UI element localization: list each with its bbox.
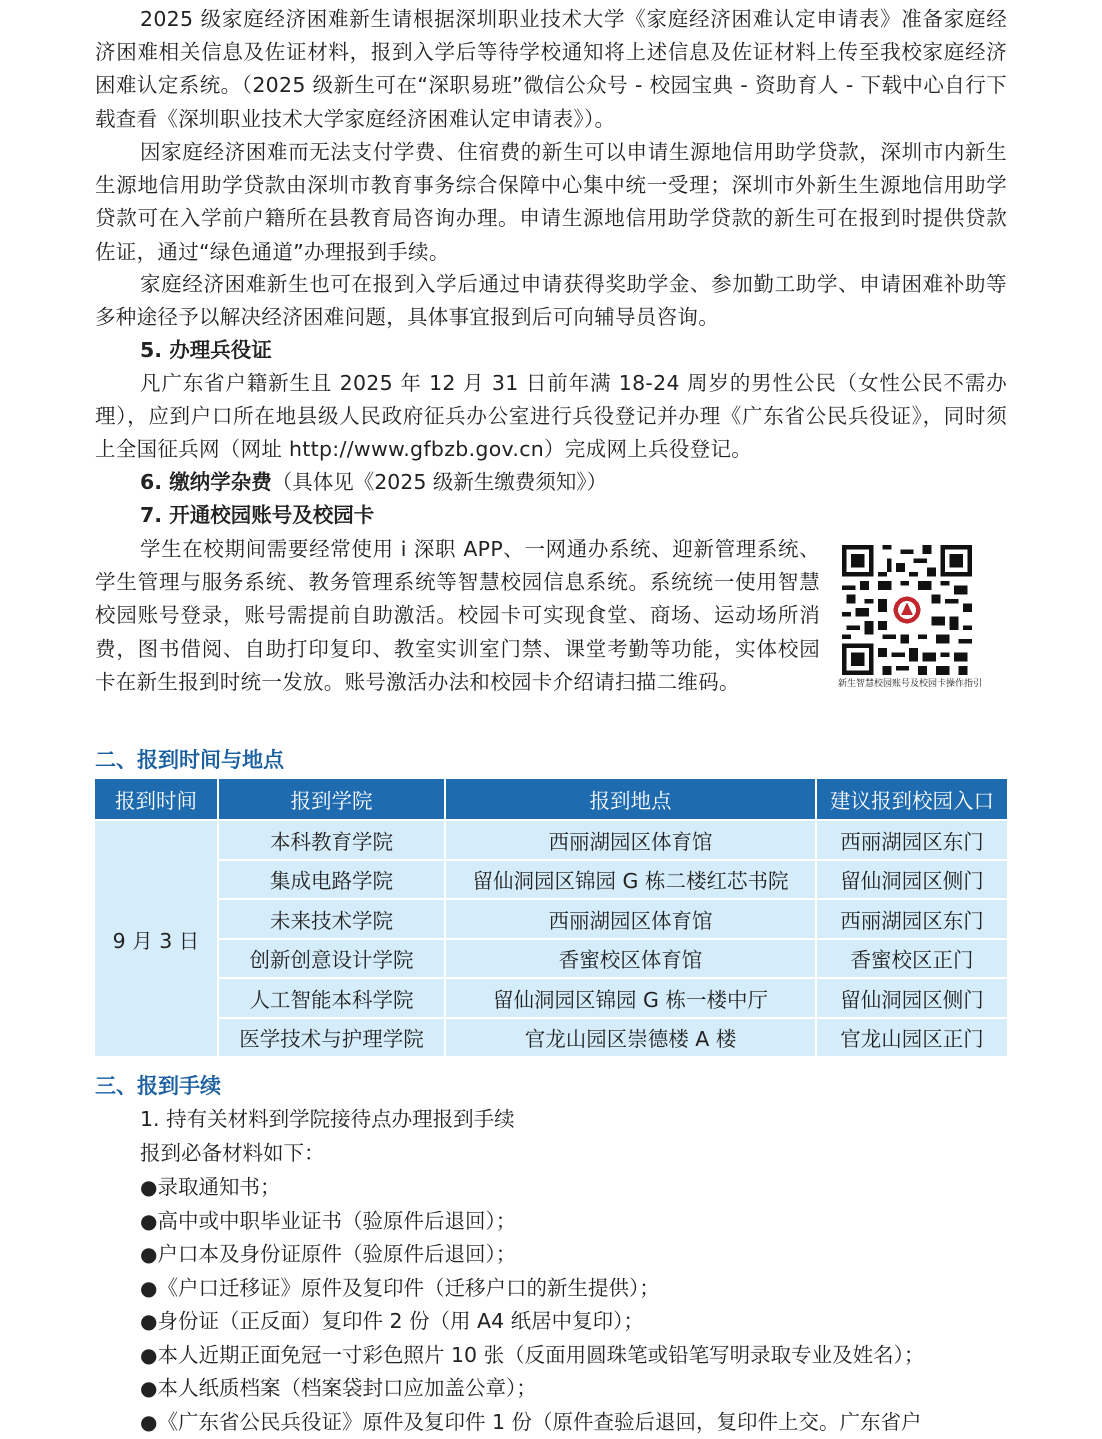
material-text: 身份证（正反面）复印件 2 份（用 A4 纸居中复印）； [157, 1309, 643, 1333]
list-item [140, 1339, 924, 1373]
cell-location: 香蜜校区体育馆 [445, 939, 816, 979]
material-text: 高中或中职毕业证书（验原件后退回）； [157, 1209, 516, 1233]
bullet-icon: ● [140, 1343, 157, 1367]
item6-line [140, 466, 607, 499]
heading-item5: 5. 办理兵役证 [140, 334, 272, 367]
paragraph-student-loan: 因家庭经济困难而无法支付学费、住宿费的新生可以申请生源地信用助学贷款，深圳市内新生生源地信用助学贷款由深圳市教育事务综合保障中心集中统一受理；深圳市外新生生源地信用助学贷款可在入学前户籍所在县教育局咨询办理。申请生源地信用助学贷款的新生可在报到时提供贷款佐证，通过“绿色通道”办理报到手续。 [95, 136, 1007, 269]
paragraph-other-aid: 家庭经济困难新生也可在报到入学后通过申请获得奖助学金、参加勤工助学、申请困难补助等多种途径予以解决经济困难问题，具体事宜报到后可向辅导员咨询。 [95, 268, 1007, 334]
cell-college: 未来技术学院 [218, 899, 445, 939]
cell-date: 9 月 3 日 [95, 820, 218, 1056]
section-title-schedule: 二、报到时间与地点 [95, 743, 284, 777]
list-item [140, 1272, 924, 1306]
cell-college: 医学技术与护理学院 [218, 1018, 445, 1057]
material-text: 本人纸质档案（档案袋封口应加盖公章）； [157, 1376, 536, 1400]
cell-entrance: 西丽湖园区东门 [816, 820, 1007, 860]
section-title-procedures: 三、报到手续 [95, 1069, 221, 1103]
cell-entrance: 西丽湖园区东门 [816, 899, 1007, 939]
schedule-table [95, 779, 1007, 1056]
bullet-icon: ● [140, 1276, 157, 1300]
bullet-icon: ● [140, 1242, 157, 1266]
cell-entrance: 留仙洞园区侧门 [816, 860, 1007, 900]
list-item [140, 1205, 924, 1239]
material-text: 户口本及身份证原件（验原件后退回）； [157, 1242, 516, 1266]
bullet-icon: ● [140, 1376, 157, 1400]
materials-intro: 报到必备材料如下： [140, 1137, 325, 1170]
qr-code-image [842, 545, 972, 675]
table-row [95, 820, 1007, 860]
qr-code-caption: 新生智慧校园账号及校园卡操作指引 [830, 677, 990, 691]
cell-location: 留仙洞园区锦园 G 栋二楼红芯书院 [445, 860, 816, 900]
cell-location: 西丽湖园区体育馆 [445, 899, 816, 939]
cell-college: 集成电路学院 [218, 860, 445, 900]
list-item [140, 1305, 924, 1339]
cell-entrance: 香蜜校区正门 [816, 939, 1007, 979]
bullet-icon: ● [140, 1209, 157, 1233]
material-text: 本人近期正面免冠一寸彩色照片 10 张（反面用圆珠笔或铅笔写明录取专业及姓名）； [157, 1343, 924, 1367]
table-row [95, 1018, 1007, 1057]
column-header-time: 报到时间 [95, 779, 218, 820]
cell-location: 西丽湖园区体育馆 [445, 820, 816, 860]
column-header-location: 报到地点 [445, 779, 816, 820]
list-item [140, 1372, 924, 1406]
table-row [95, 860, 1007, 900]
paragraph-military-certificate: 凡广东省户籍新生且 2025 年 12 月 31 日前年满 18-24 周岁的男性公民（女性公民不需办理），应到户口所在地县级人民政府征兵办公室进行兵役登记并办理《广东省公民兵役证》，同时须上全国征兵网（网址 http://www.gfbzb.gov.cn）完成网上兵役登记。 [95, 367, 1007, 467]
list-item [140, 1171, 924, 1205]
cell-location: 官龙山园区崇德楼 A 楼 [445, 1018, 816, 1057]
cell-entrance: 留仙洞园区侧门 [816, 978, 1007, 1018]
material-text: 录取通知书； [157, 1175, 280, 1199]
column-header-entrance: 建议报到校园入口 [816, 779, 1007, 820]
table-row [95, 939, 1007, 979]
materials-list [140, 1171, 924, 1439]
table-row [95, 978, 1007, 1018]
procedure-step-1: 1. 持有关材料到学院接待点办理报到手续 [140, 1103, 515, 1136]
bullet-icon: ● [140, 1410, 157, 1434]
list-item [140, 1406, 924, 1439]
bullet-icon: ● [140, 1309, 157, 1333]
heading-item6: 6. 缴纳学杂费 [140, 470, 272, 494]
table-header-row [95, 779, 1007, 820]
column-header-college: 报到学院 [218, 779, 445, 820]
material-text: 《广东省公民兵役证》原件及复印件 1 份（原件查验后退回，复印件上交。广东省户 [157, 1410, 921, 1434]
cell-college: 创新创意设计学院 [218, 939, 445, 979]
cell-entrance: 官龙山园区正门 [816, 1018, 1007, 1057]
heading-item7: 7. 开通校园账号及校园卡 [140, 499, 374, 532]
paragraph-campus-account: 学生在校期间需要经常使用 i 深职 APP、一网通办系统、迎新管理系统、学生管理与服务系统、教务管理系统等智慧校园信息系统。系统统一使用智慧校园账号登录，账号需提前自助激活。校园卡可实现食堂、商场、运动场所消费，图书借阅、自助打印复印、教室实训室门禁、课堂考勤等功能，实体校园卡在新生报到时统一发放。账号激活办法和校园卡介绍请扫描二维码。 [95, 533, 820, 699]
item6-note: （具体见《2025 级新生缴费须知》） [272, 470, 607, 494]
material-text: 《户口迁移证》原件及复印件（迁移户口的新生提供）； [157, 1276, 659, 1300]
cell-college: 人工智能本科学院 [218, 978, 445, 1018]
list-item [140, 1238, 924, 1272]
paragraph-financial-hardship-form: 2025 级家庭经济困难新生请根据深圳职业技术大学《家庭经济困难认定申请表》准备家庭经济困难相关信息及佐证材料，报到入学后等待学校通知将上述信息及佐证材料上传至我校家庭经济困难认定系统。（2025 级新生可在“深职易班”微信公众号 - 校园宝典 - 资助育人 - 下载中心自行下载查看《深圳职业技术大学家庭经济困难认定申请表》）。 [95, 3, 1007, 136]
table-row [95, 899, 1007, 939]
cell-college: 本科教育学院 [218, 820, 445, 860]
bullet-icon: ● [140, 1175, 157, 1199]
cell-location: 留仙洞园区锦园 G 栋一楼中厅 [445, 978, 816, 1018]
